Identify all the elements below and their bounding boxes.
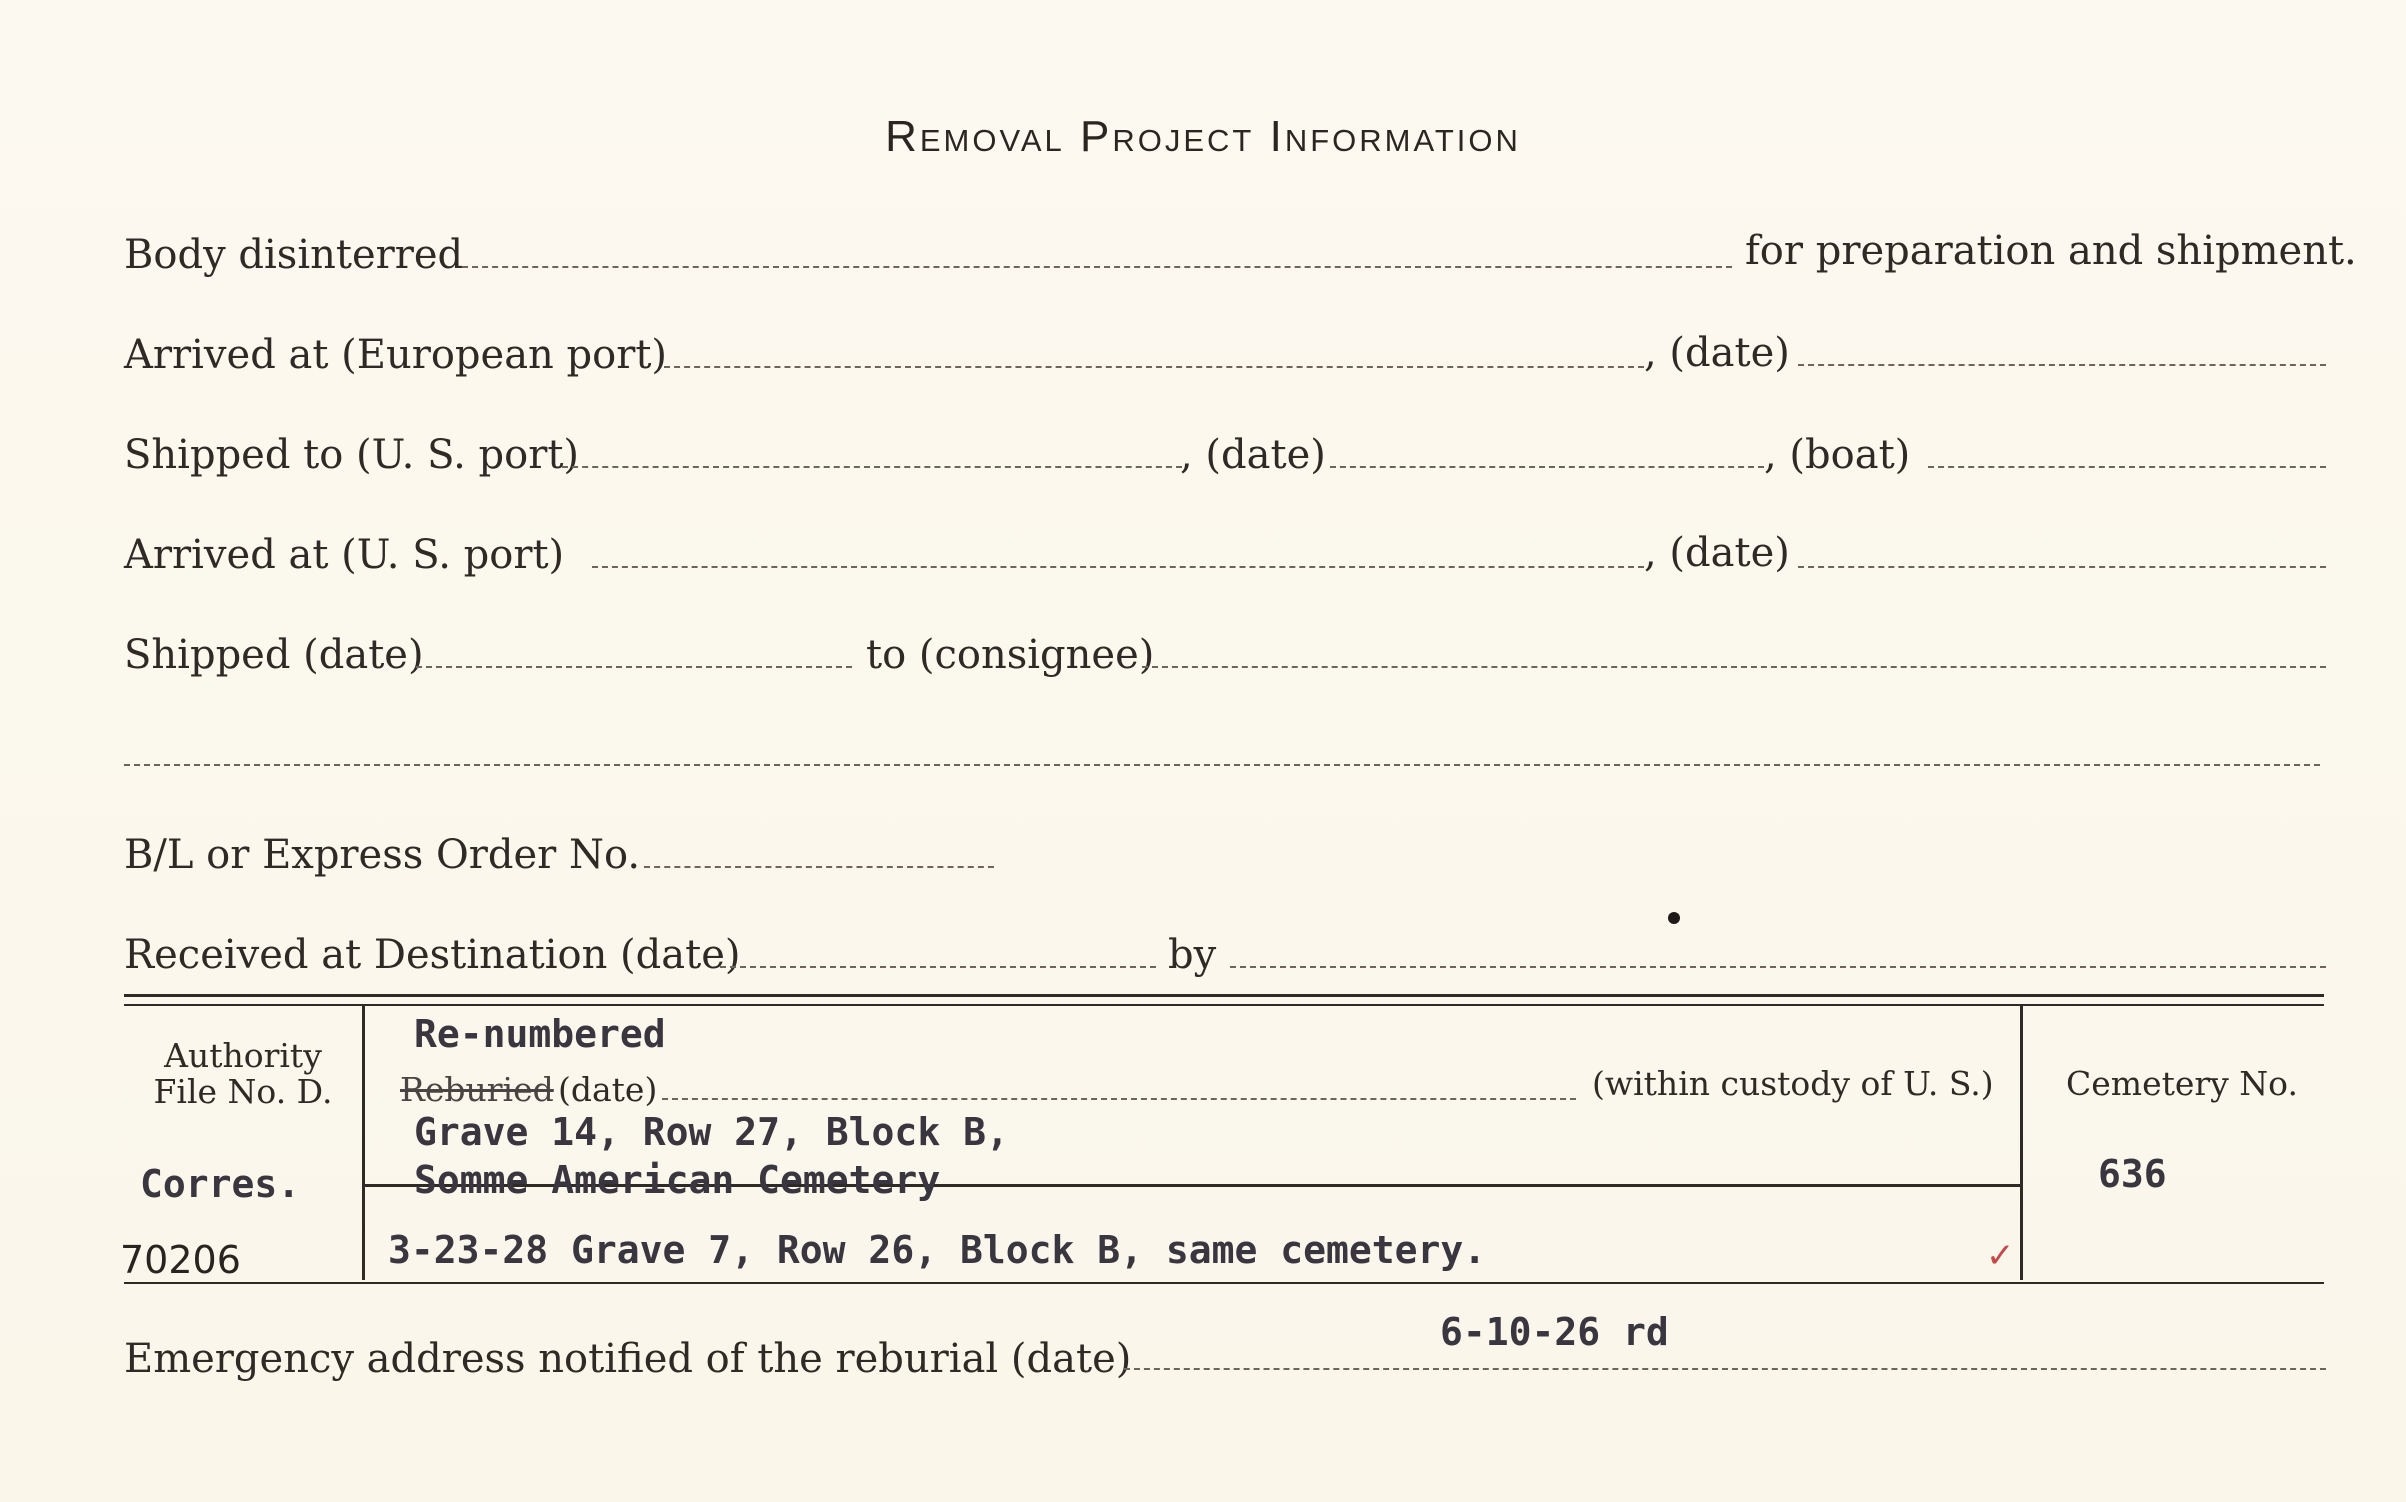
arrived-european-port-blank [664, 366, 1644, 368]
authority-label: Authority [164, 1036, 322, 1075]
box-left-divider [362, 1006, 365, 1280]
grave-line-1: Grave 14, Row 27, Block B, [414, 1110, 1009, 1154]
box-top-rule [124, 994, 2324, 997]
shipped-us-date-blank [1330, 466, 1764, 468]
body-disinterred-label: Body disinterred [124, 232, 464, 278]
renumbered-typed: Re-numbered [414, 1012, 666, 1056]
consignee-blank [1142, 666, 2326, 668]
cemetery-no-label: Cemetery No. [2066, 1064, 2298, 1103]
file-number: 70206 [120, 1238, 241, 1282]
body-disinterred-suffix: for preparation and shipment. [1745, 228, 2357, 274]
arrived-us-date-blank [1798, 566, 2326, 568]
received-by-label: by [1168, 932, 1217, 978]
arrived-european-date-label: , (date) [1644, 330, 1790, 376]
reburied-date-label: (date) [558, 1070, 658, 1109]
reburied-struck-label: Reburied [400, 1070, 554, 1109]
box-bottom-rule [124, 1282, 2324, 1284]
arrived-european-date-blank [1798, 364, 2326, 366]
body-disinterred-blank [462, 266, 1732, 268]
shipped-date-blank [416, 666, 852, 668]
file-no-label: File No. D. [153, 1072, 333, 1111]
arrived-european-label: Arrived at (European port) [124, 332, 668, 378]
cemetery-number: 636 [2098, 1152, 2167, 1196]
shipped-us-boat-label: , (boat) [1764, 432, 1911, 478]
received-by-blank [1230, 966, 2326, 968]
consignee-label: to (consignee) [866, 632, 1155, 678]
corres-label: Corres. [140, 1162, 301, 1206]
shipped-us-port-blank [562, 466, 1182, 468]
received-date-blank [720, 966, 1156, 968]
shipped-date-label: Shipped (date) [124, 632, 424, 678]
emergency-label: Emergency address notified of the reburial (date) [124, 1336, 1132, 1382]
received-label: Received at Destination (date) [124, 932, 741, 978]
continuation-blank [124, 764, 2320, 766]
shipped-us-label: Shipped to (U. S. port) [124, 432, 579, 478]
bl-order-blank [644, 866, 994, 868]
box-right-divider [2020, 1006, 2023, 1280]
arrived-us-date-label: , (date) [1644, 530, 1790, 576]
box-top-rule-inner [124, 1004, 2324, 1006]
emergency-date-blank [1124, 1368, 2326, 1370]
card-title: Removal Project Information [885, 112, 1521, 161]
arrived-us-port-blank [592, 566, 1644, 568]
renumber-entry: 3-23-28 Grave 7, Row 26, Block B, same cemetery. [388, 1228, 1487, 1272]
grave-line-2: Somme American Cemetery [414, 1158, 941, 1202]
bl-order-label: B/L or Express Order No. [124, 832, 641, 878]
reburied-date-blank [662, 1098, 1576, 1100]
arrived-us-label: Arrived at (U. S. port) [124, 532, 565, 578]
custody-label: (within custody of U. S.) [1592, 1064, 1994, 1103]
shipped-us-date-label: , (date) [1180, 432, 1326, 478]
ink-dot [1668, 912, 1680, 924]
shipped-us-boat-blank [1928, 466, 2326, 468]
emergency-date-value: 6-10-26 rd [1440, 1310, 1669, 1354]
red-check-mark: ✓ [1986, 1236, 2015, 1276]
